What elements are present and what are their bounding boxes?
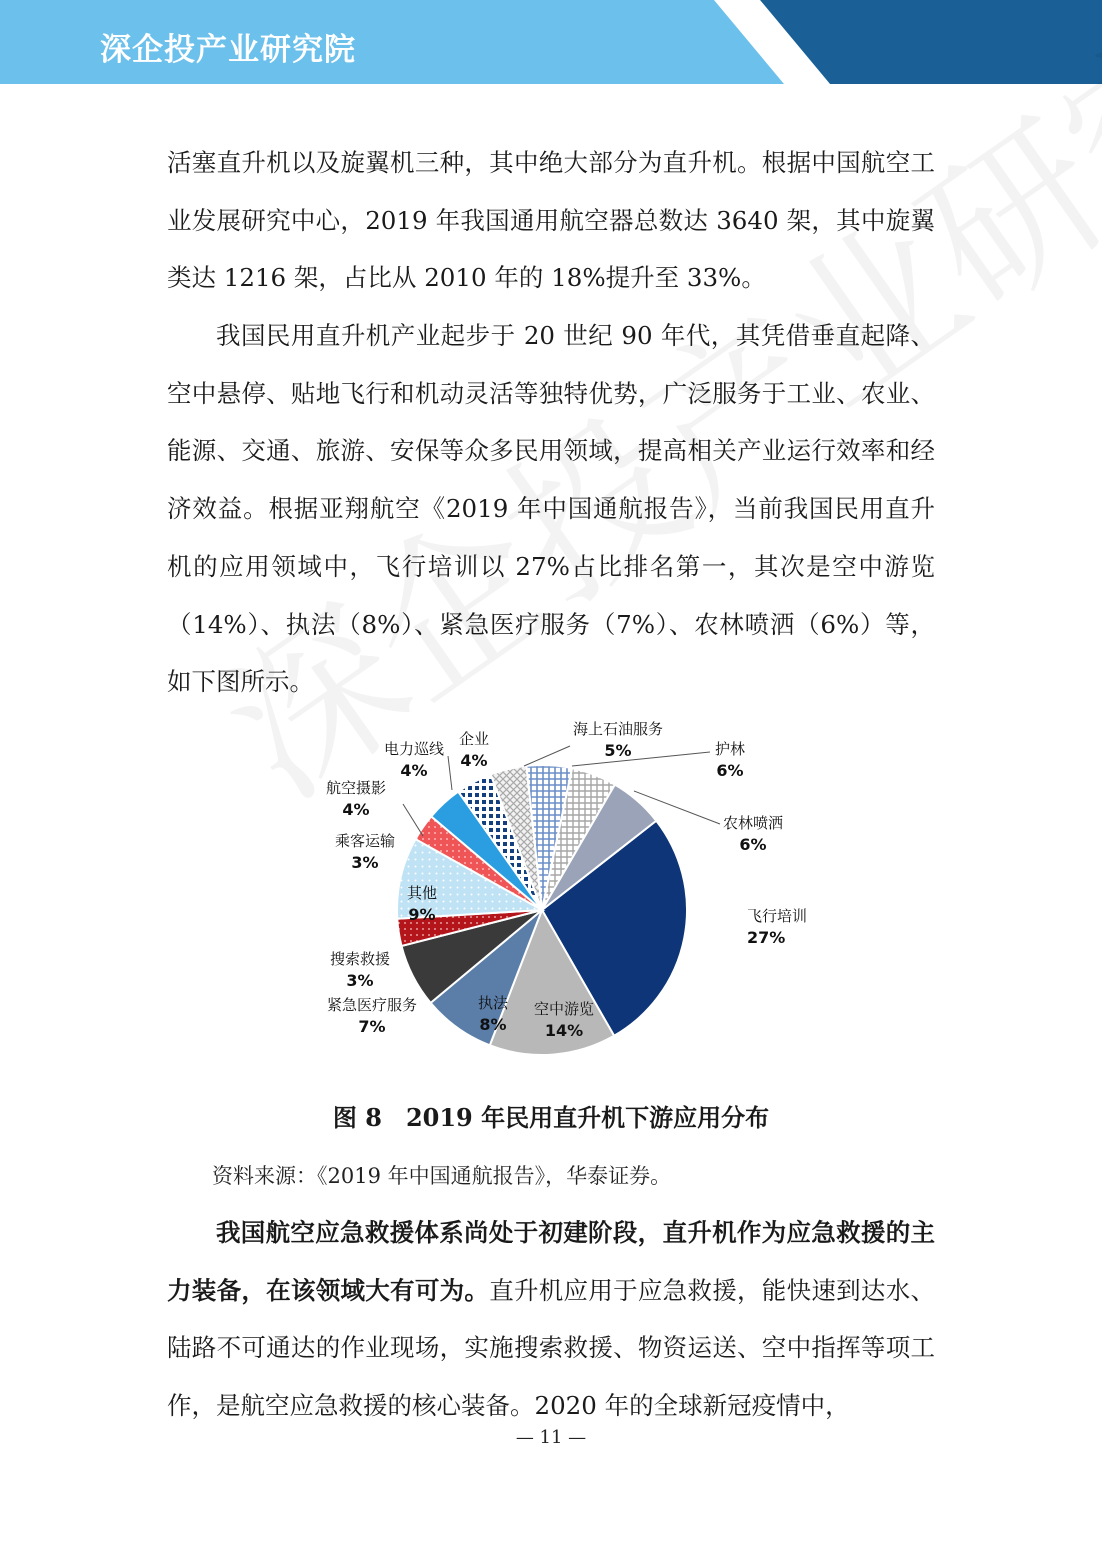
slice-pct-5: 9% xyxy=(408,905,436,924)
slice-label-7: 航空摄影 xyxy=(325,779,387,797)
paragraph-3-text xyxy=(167,1204,935,1435)
leader-line-10 xyxy=(524,746,570,766)
slice-label-4: 搜索救援 xyxy=(329,950,391,968)
paragraph-3-rest: 直升机应用于应急救援，能快速到达水、陆路不可通达的作业现场，实施搜索救援、物资运送、空中指挥等项工作，是航空应急救援的核心装备。2020 年的全球新冠疫情中， xyxy=(167,1275,936,1421)
paragraph-2-text: 我国民用直升机产业起步于 20 世纪 90 年代，其凭借垂直起降、空中悬停、贴地飞行和机动灵活等独特优势，广泛服务于工业、农业、能源、交通、旅游、安保等众多民用领域，提高相关产业运行效率和经济效益。根据亚翔航空《2019 年中国通航报告》，当前我国民用直升机的应用领域中，飞行培训以 27%占比排名第一，其次是空中游览（14%）、执法（8%）、紧急医疗服务（7%）、农林喷洒（6%）等，如下图所示。 xyxy=(167,321,935,697)
paragraph-1-text: 活塞直升机以及旋翼机三种，其中绝大部分为直升机。根据中国航空工业发展研究中心，2019 年我国通用航空器总数达 3640 架，其中旋翼类达 1216 架，占比从 2010 年的 18%提升至 33%。 xyxy=(167,148,935,293)
slice-pct-4: 3% xyxy=(346,971,374,990)
paragraph-2 xyxy=(167,307,935,711)
slice-pct-1: 14% xyxy=(544,1021,584,1040)
paragraph-3 xyxy=(167,1204,935,1435)
slice-pct-10: 5% xyxy=(604,741,632,760)
slice-pct-12: 6% xyxy=(739,835,767,854)
slice-pct-11: 6% xyxy=(716,761,744,780)
slice-label-3: 紧急医疗服务 xyxy=(326,996,418,1014)
page-number: — 11 — xyxy=(515,1427,587,1448)
leader-line-7 xyxy=(403,804,423,836)
slice-pct-6: 3% xyxy=(351,853,379,872)
leader-line-8 xyxy=(448,756,452,790)
paragraph-3-bold: 我国航空应急救援体系尚处于初建阶段，直升机作为应急救援的主力装备，在该领域大有可为。 xyxy=(167,1218,935,1305)
slice-label-5: 其他 xyxy=(406,884,438,902)
slice-pct-9: 4% xyxy=(460,751,488,770)
slice-label-2: 执法 xyxy=(477,994,509,1012)
pie-chart xyxy=(300,716,820,1076)
slice-label-9: 企业 xyxy=(458,730,490,748)
slice-label-1: 空中游览 xyxy=(533,1000,595,1018)
slice-pct-3: 7% xyxy=(358,1017,386,1036)
slice-pct-8: 4% xyxy=(400,761,428,780)
paragraph-1 xyxy=(167,134,935,307)
leader-line-11 xyxy=(572,752,710,766)
figure-source: 资料来源：《2019 年中国通航报告》，华泰证券。 xyxy=(212,1164,672,1188)
slice-label-0: 飞行培训 xyxy=(747,907,808,925)
slice-label-6: 乘客运输 xyxy=(334,832,396,850)
slice-label-12: 农林喷洒 xyxy=(722,814,784,832)
figure-caption: 图 8 2019 年民用直升机下游应用分布 xyxy=(332,1103,770,1132)
slice-pct-7: 4% xyxy=(342,800,370,819)
slice-pct-0: 27% xyxy=(747,928,786,947)
page-header xyxy=(0,0,1102,84)
brand-title: 深企投产业研究院 xyxy=(100,32,356,68)
slice-pct-2: 8% xyxy=(479,1015,507,1034)
slice-label-11: 护林 xyxy=(714,740,746,758)
slice-label-10: 海上石油服务 xyxy=(572,720,664,738)
slice-label-8: 电力巡线 xyxy=(383,740,445,758)
